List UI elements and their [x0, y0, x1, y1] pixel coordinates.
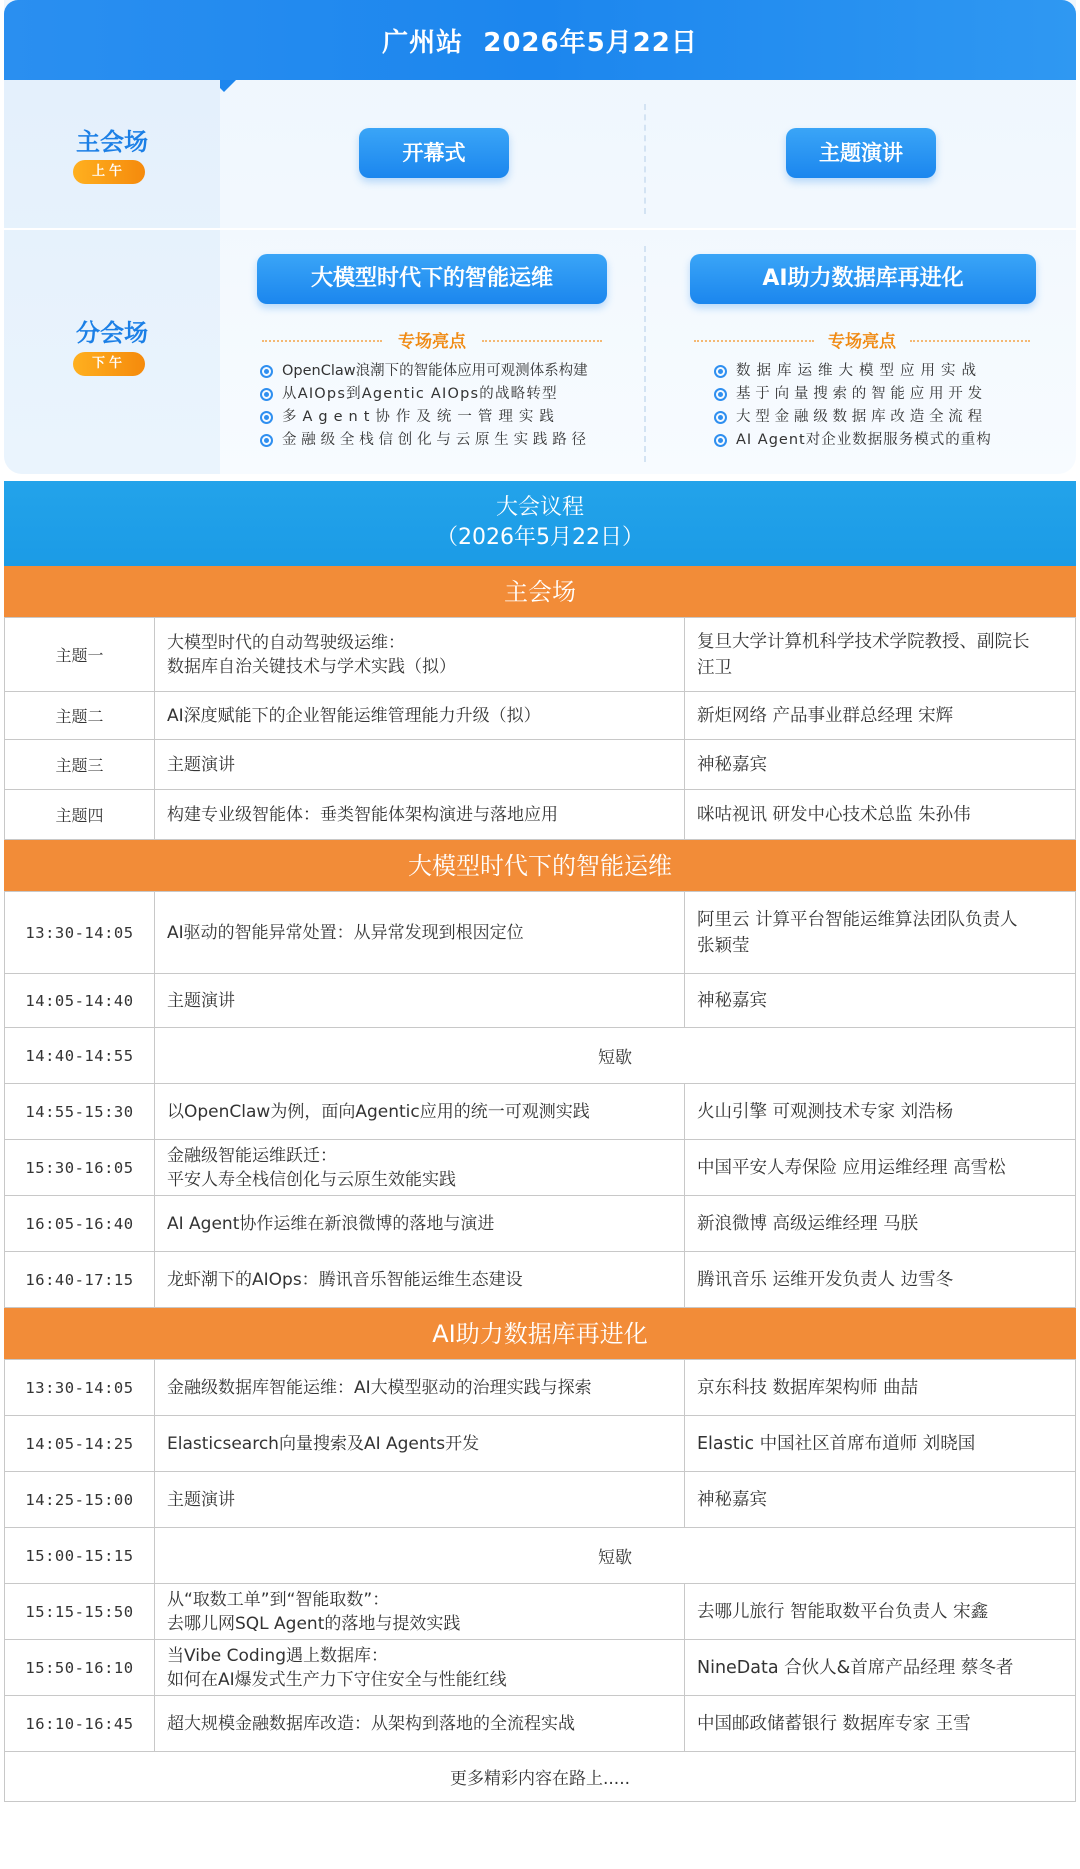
session-topic	[155, 1360, 685, 1415]
speaker-line: 神秘嘉宾	[697, 990, 767, 1011]
speaker-line: 神秘嘉宾	[697, 1489, 767, 1510]
table-row	[4, 740, 1076, 790]
session-speaker	[685, 892, 1075, 973]
list-item: 从AIOps到Agentic AIOps的战略转型	[256, 383, 591, 406]
header-title: 广州站 2026年5月22日	[382, 27, 698, 58]
track-aiops-highlights	[256, 360, 591, 452]
table-row	[4, 1028, 1076, 1084]
session-speaker	[685, 1084, 1075, 1139]
venue-overview-card	[4, 0, 1076, 474]
session-speaker	[685, 974, 1075, 1027]
speaker-line: 张颖莹	[697, 935, 750, 956]
opening-ceremony-button[interactable]: 开幕式	[359, 128, 509, 178]
session-time: 14:25-15:00	[5, 1472, 155, 1527]
session-speaker	[685, 1584, 1075, 1639]
main-venue-col-divider	[644, 104, 646, 214]
session-time: 主题一	[5, 618, 155, 691]
speaker-line: Elastic 中国社区首席布道师 刘晓国	[697, 1433, 976, 1454]
list-item: 数据库运维大模型应用实战	[710, 360, 992, 383]
session-time: 15:00-15:15	[5, 1528, 155, 1583]
track-aiops-button[interactable]: 大模型时代下的智能运维	[257, 254, 607, 304]
bullet-icon	[714, 388, 727, 401]
session-time: 16:05-16:40	[5, 1196, 155, 1251]
agenda-date: （2026年5月22日）	[436, 525, 644, 550]
session-time: 14:40-14:55	[5, 1028, 155, 1083]
table-row	[4, 1640, 1076, 1696]
table-row	[4, 1252, 1076, 1308]
track-database-highlights-label: 专场亮点	[828, 332, 896, 352]
table-row	[4, 1196, 1076, 1252]
topic-line: 平安人寿全栈信创化与云原生效能实践	[167, 1169, 456, 1190]
session-time: 14:05-14:40	[5, 974, 155, 1027]
table-row	[4, 692, 1076, 740]
bullet-icon	[714, 411, 727, 424]
agenda-table	[4, 481, 1076, 1802]
speaker-line: 咪咕视讯 研发中心技术总监 朱孙伟	[697, 804, 971, 825]
speaker-line: 神秘嘉宾	[697, 754, 767, 775]
table-row	[4, 1416, 1076, 1472]
keynote-button[interactable]: 主题演讲	[786, 128, 936, 178]
session-speaker	[685, 618, 1075, 691]
topic-line: AI Agent协作运维在新浪微博的落地与演进	[167, 1213, 495, 1234]
topic-line: 主题演讲	[167, 754, 235, 775]
session-time: 13:30-14:05	[5, 1360, 155, 1415]
bullet-icon	[260, 388, 273, 401]
bullet-icon	[714, 365, 727, 378]
table-row	[4, 1528, 1076, 1584]
list-item: 基于向量搜索的智能应用开发	[710, 383, 992, 406]
session-speaker	[685, 790, 1075, 839]
session-topic	[155, 892, 685, 973]
session-speaker	[685, 1640, 1075, 1695]
agenda-body	[4, 566, 1076, 1752]
speaker-line: 新炬网络 产品事业群总经理 宋辉	[697, 705, 954, 726]
session-time: 主题四	[5, 790, 155, 839]
track-aiops-dots-right	[482, 340, 602, 342]
session-topic	[155, 1696, 685, 1751]
topic-line: 龙虾潮下的AIOps：腾讯音乐智能运维生态建设	[167, 1269, 523, 1290]
table-row	[4, 1696, 1076, 1752]
list-item: 大型金融级数据库改造全流程	[710, 406, 992, 429]
bullet-icon	[714, 434, 727, 447]
session-topic	[155, 1640, 685, 1695]
session-topic	[155, 740, 685, 789]
section-band: 大模型时代下的智能运维	[4, 840, 1076, 892]
main-venue-label: 主会场	[76, 128, 148, 156]
list-item: AI Agent对企业数据服务模式的重构	[710, 429, 992, 452]
session-topic	[155, 1196, 685, 1251]
table-row	[4, 1140, 1076, 1196]
session-time: 15:50-16:10	[5, 1640, 155, 1695]
speaker-line: 腾讯音乐 运维开发负责人 边雪冬	[697, 1269, 954, 1290]
break-cell: 短歇	[598, 1048, 632, 1068]
topic-line: 当Vibe Coding遇上数据库：	[167, 1645, 388, 1666]
sub-venue-label: 分会场	[76, 319, 148, 347]
bullet-icon	[260, 434, 273, 447]
session-topic	[155, 1140, 685, 1195]
speaker-line: 阿里云 计算平台智能运维算法团队负责人	[697, 909, 1018, 930]
session-speaker	[685, 740, 1075, 789]
table-row	[4, 892, 1076, 974]
track-aiops-highlights-label: 专场亮点	[398, 332, 466, 352]
list-item: OpenClaw浪潮下的智能体应用可观测体系构建	[256, 360, 591, 383]
topic-line: 从“取数工单”到“智能取数”：	[167, 1589, 390, 1610]
session-time: 14:55-15:30	[5, 1084, 155, 1139]
session-topic	[155, 790, 685, 839]
table-row	[4, 1584, 1076, 1640]
session-topic	[155, 1416, 685, 1471]
session-topic	[155, 618, 685, 691]
session-time: 主题二	[5, 692, 155, 739]
table-row	[4, 790, 1076, 840]
speaker-line: 复旦大学计算机科学技术学院教授、副院长	[697, 631, 1030, 652]
topic-line: 数据库自治关键技术与学术实践（拟）	[167, 656, 456, 677]
venue-row-divider	[4, 228, 1076, 230]
section-band: AI助力数据库再进化	[4, 1308, 1076, 1360]
sub-venue-time-badge: 下午	[73, 352, 145, 376]
track-database-button[interactable]: AI助力数据库再进化	[690, 254, 1036, 304]
list-item: 金融级全栈信创化与云原生实践路径	[256, 429, 591, 452]
session-time: 16:10-16:45	[5, 1696, 155, 1751]
topic-line: 大模型时代的自动驾驶级运维：	[167, 632, 405, 653]
speaker-line: 京东科技 数据库架构师 曲喆	[697, 1377, 919, 1398]
session-time: 13:30-14:05	[5, 892, 155, 973]
session-speaker	[685, 1140, 1075, 1195]
session-time: 主题三	[5, 740, 155, 789]
agenda-title: 大会议程	[495, 495, 584, 520]
bullet-icon	[260, 411, 273, 424]
card-header	[4, 0, 1076, 80]
topic-line: AI深度赋能下的企业智能运维管理能力升级（拟）	[167, 705, 541, 726]
table-row	[4, 1360, 1076, 1416]
speaker-line: 汪卫	[697, 657, 732, 678]
list-item: 多Agent协作及统一管理实践	[256, 406, 591, 429]
session-speaker	[685, 1252, 1075, 1307]
section-band: 主会场	[4, 566, 1076, 618]
main-venue-time-badge: 上午	[73, 160, 145, 184]
table-row	[4, 1084, 1076, 1140]
table-row	[4, 974, 1076, 1028]
session-speaker	[685, 692, 1075, 739]
bullet-icon	[260, 365, 273, 378]
session-speaker	[685, 1416, 1075, 1471]
topic-line: 构建专业级智能体：垂类智能体架构演进与落地应用	[167, 804, 558, 825]
session-time: 15:30-16:05	[5, 1140, 155, 1195]
topic-line: AI驱动的智能异常处置：从异常发现到根因定位	[167, 922, 524, 943]
session-time: 16:40-17:15	[5, 1252, 155, 1307]
session-time: 14:05-14:25	[5, 1416, 155, 1471]
speaker-line: 新浪微博 高级运维经理 马朕	[697, 1213, 919, 1234]
break-cell: 短歇	[598, 1548, 632, 1568]
session-topic	[155, 1472, 685, 1527]
topic-line: 主题演讲	[167, 990, 235, 1011]
topic-line: 如何在AI爆发式生产力下守住安全与性能红线	[167, 1669, 507, 1690]
speaker-line: 去哪儿旅行 智能取数平台负责人 宋鑫	[697, 1601, 989, 1622]
session-speaker	[685, 1696, 1075, 1751]
session-speaker	[685, 1196, 1075, 1251]
speaker-line: NineData 合伙人&首席产品经理 蔡冬者	[697, 1657, 1014, 1678]
track-database-dots-right	[910, 340, 1030, 342]
table-row	[4, 618, 1076, 692]
agenda-header	[4, 481, 1076, 566]
session-topic	[155, 1252, 685, 1307]
session-topic	[155, 692, 685, 739]
topic-line: 金融级智能运维跃迁：	[167, 1145, 337, 1166]
session-topic	[155, 1584, 685, 1639]
session-speaker	[685, 1360, 1075, 1415]
topic-line: 超大规模金融数据库改造：从架构到落地的全流程实战	[167, 1713, 575, 1734]
topic-line: 金融级数据库智能运维：AI大模型驱动的治理实践与探索	[167, 1377, 592, 1398]
topic-line: 以OpenClaw为例，面向Agentic应用的统一可观测实践	[167, 1101, 590, 1122]
agenda-footer: 更多精彩内容在路上.....	[4, 1752, 1076, 1802]
topic-line: 去哪儿网SQL Agent的落地与提效实践	[167, 1613, 461, 1634]
table-row	[4, 1472, 1076, 1528]
topic-line: 主题演讲	[167, 1489, 235, 1510]
sub-venue-col-divider	[644, 246, 646, 462]
session-topic	[155, 974, 685, 1027]
session-topic	[155, 1084, 685, 1139]
speaker-line: 中国平安人寿保险 应用运维经理 高雪松	[697, 1157, 1006, 1178]
session-speaker	[685, 1472, 1075, 1527]
session-time: 15:15-15:50	[5, 1584, 155, 1639]
topic-line: Elasticsearch向量搜索及AI Agents开发	[167, 1433, 480, 1454]
track-database-highlights	[710, 360, 992, 452]
speaker-line: 中国邮政储蓄银行 数据库专家 王雪	[697, 1713, 971, 1734]
speaker-line: 火山引擎 可观测技术专家 刘浩杨	[697, 1101, 954, 1122]
